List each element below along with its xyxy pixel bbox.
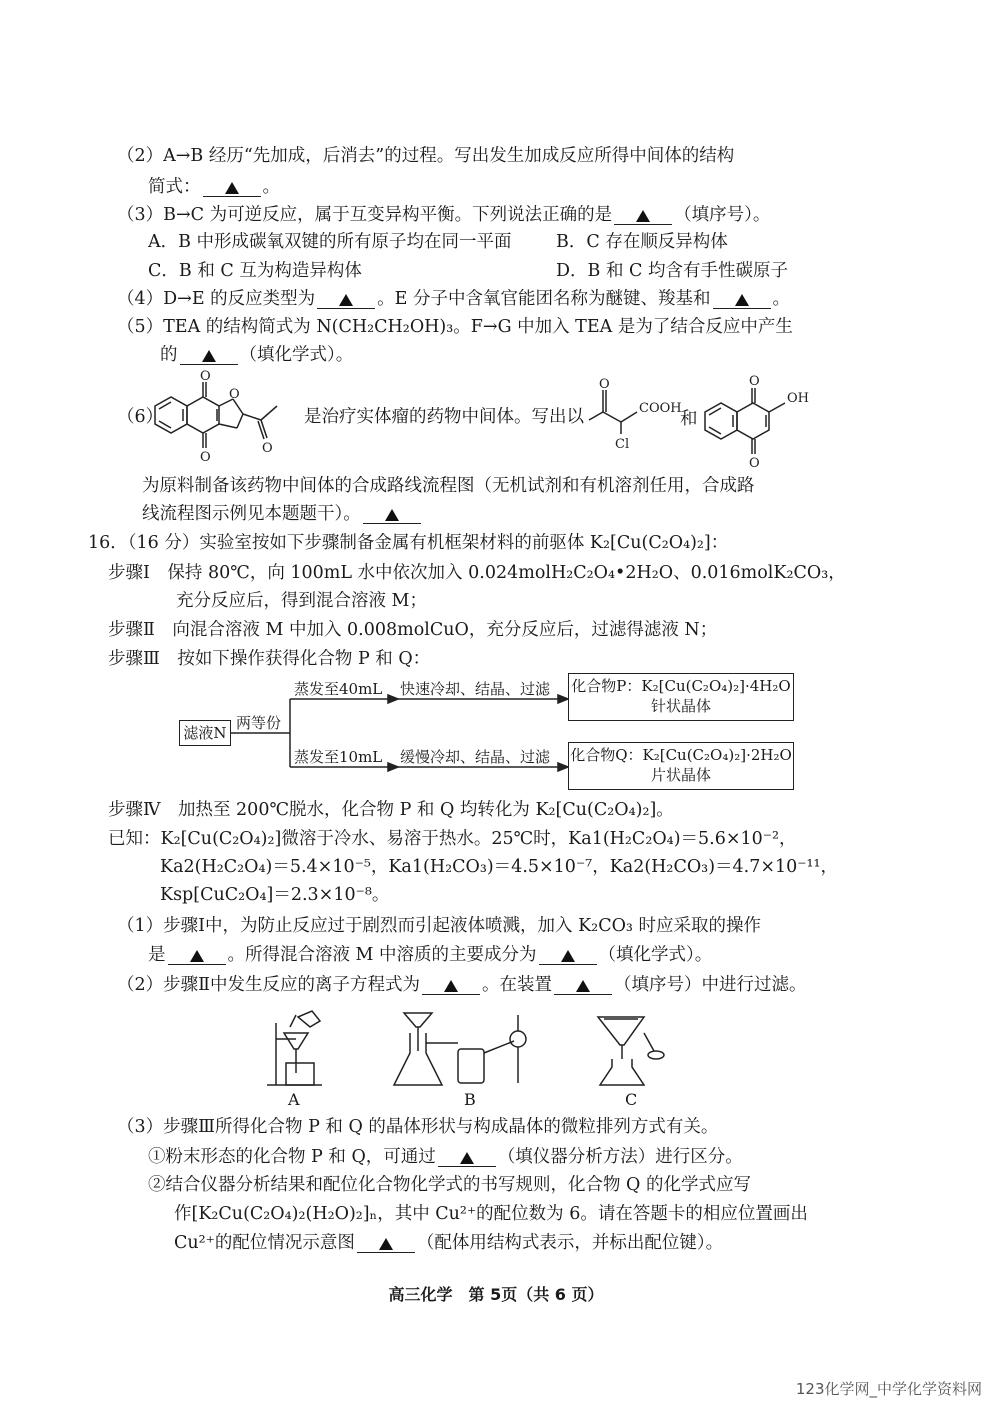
compound-q-formula: 化合物Q：K₂[Cu(C₂O₄)₂]·2H₂O (570, 746, 792, 764)
compound-p-shape: 针状晶体 (650, 697, 711, 715)
triangle-icon (576, 980, 590, 992)
compound-p-box (568, 673, 794, 721)
oxygen-label: O (749, 374, 760, 389)
triangle-icon (444, 980, 458, 992)
sub3-2-line3: Cu²⁺的配位情况示意图 （配体用结构式表示，并标出配位键）。 (174, 1233, 724, 1253)
answer-blank[interactable] (713, 290, 771, 309)
answer-blank[interactable] (554, 976, 612, 995)
triangle-icon (379, 1238, 393, 1250)
oxygen-label: O (749, 456, 760, 470)
answer-blank[interactable] (614, 206, 672, 225)
answer-blank[interactable] (203, 178, 261, 197)
q6-number: （6） (117, 407, 164, 427)
answer-blank[interactable] (168, 946, 226, 965)
q5-line1: （5）TEA 的结构简式为 N(CH₂CH₂OH)₃。F→G 中加入 TEA 是为了结合反应中产生 (117, 317, 793, 337)
q3-option-c: C．B 和 C 互为构造异构体 (148, 261, 362, 281)
q6-and: 和 (680, 409, 698, 429)
drug-intermediate-structure (145, 368, 305, 468)
known-line1: 已知：K₂[Cu(C₂O₄)₂]微溶于冷水、易溶于热水。25℃时，Ka1(H₂C₂O₄)＝5.6×10⁻²， (108, 829, 797, 849)
triangle-icon (385, 509, 399, 521)
step2-line: 步骤Ⅱ 向混合溶液 M 中加入 0.008molCuO，充分反应后，过滤得滤液 N； (108, 620, 718, 640)
answer-blank[interactable] (422, 976, 480, 995)
triangle-icon (636, 210, 650, 222)
filtration-apparatus-drawings (262, 1003, 682, 1103)
step1-line1: 步骤Ⅰ 保持 80℃，向 100mL 水中依次加入 0.024molH₂C₂O₄•2H₂O、0.016molK₂CO₃， (108, 563, 846, 583)
q6-line3: 线流程图示例见本题题干）。 (142, 503, 423, 525)
oxygen-label: O (200, 369, 211, 384)
answer-blank[interactable] (180, 346, 238, 365)
oxygen-label: O (599, 377, 610, 392)
oxygen-label: O (262, 441, 273, 456)
watermark: 123化学网_中学化学资料网 (795, 1380, 982, 1398)
oxygen-label: O (200, 450, 211, 465)
sub1-line2: 是 。所得混合溶液 M 中溶质的主要成分为 （填化学式）。 (148, 945, 713, 965)
page-footer: 高三化学 第 5页（共 6 页） (388, 1285, 604, 1304)
known-line3: Ksp[CuC₂O₄]＝2.3×10⁻⁸。 (160, 885, 390, 905)
sub2-line: （2）步骤Ⅱ中发生反应的离子方程式为 。在装置 （填序号）中进行过滤。 (117, 975, 807, 995)
triangle-icon (190, 950, 204, 962)
sub3-1-line: ①粉末形态的化合物 P 和 Q，可通过 （填仪器分析方法）进行区分。 (148, 1147, 743, 1167)
q16-title: 16．（16 分）实验室按如下步骤制备金属有机框架材料的前驱体 K₂[Cu(C₂O₄)₂]： (88, 533, 729, 553)
step4-line: 步骤Ⅳ 加热至 200℃脱水，化合物 P 和 Q 均转化为 K₂[Cu(C₂O₄)₂]。 (108, 800, 674, 820)
compound-p-formula: 化合物P：K₂[Cu(C₂O₄)₂]·4H₂O (571, 677, 791, 695)
fast-cool-label: 快速冷却、结晶、过滤 (400, 680, 551, 698)
q6-line2: 为原料制备该药物中间体的合成路线流程图（无机试剂和有机溶剂任用，合成路 (142, 476, 755, 496)
slow-cool-label: 缓慢冷却、结晶、过滤 (400, 748, 551, 766)
answer-blank[interactable] (363, 505, 421, 524)
filtrate-n-box: 滤液N (179, 720, 231, 746)
triangle-icon (225, 182, 239, 194)
oxygen-label: O (229, 387, 240, 402)
cooh-label: COOH (639, 401, 682, 416)
step1-line2: 充分反应后，得到混合溶液 M； (176, 591, 427, 611)
sub3-2-line1: ②结合仪器分析结果和配位化合物化学式的书写规则，化合物 Q 的化学式应写 (148, 1175, 751, 1195)
sub1-line1: （1）步骤Ⅰ中，为防止反应过于剧烈而引起液体喷溅，加入 K₂CO₃ 时应采取的操作 (117, 916, 762, 936)
q6-mid-text: 是治疗实体瘤的药物中间体。写出以 (304, 407, 584, 427)
answer-blank[interactable] (317, 290, 375, 309)
step3-line: 步骤Ⅲ 按如下操作获得化合物 P 和 Q： (108, 649, 431, 669)
chlorine-label: Cl (615, 437, 630, 452)
q4-line: （4）D→E 的反应类型为 。E 分子中含氧官能团名称为醚键、羧基和 。 (117, 289, 791, 309)
evap-10-label: 蒸发至10mL (294, 748, 383, 766)
q5-line2: 的 （填化学式）。 (160, 345, 354, 365)
known-line2: Ka2(H₂C₂O₄)＝5.4×10⁻⁵，Ka1(H₂CO₃)＝4.5×10⁻⁷，Ka2(H₂CO₃)＝4.7×10⁻¹¹， (160, 857, 839, 877)
q3-option-d: D．B 和 C 均含有手性碳原子 (556, 261, 788, 281)
compound-q-shape: 片状晶体 (650, 766, 711, 784)
apparatus-c-label: C (625, 1090, 638, 1109)
compound-q-box (568, 742, 794, 790)
answer-blank[interactable] (539, 946, 597, 965)
triangle-icon (561, 950, 575, 962)
q3-line1: （3）B→C 为可逆反应，属于互变异构平衡。下列说法正确的是 （填序号）。 (117, 205, 771, 225)
apparatus-b-label: B (464, 1090, 476, 1109)
hydroxyl-label: OH (787, 391, 809, 406)
split-label: 两等份 (236, 714, 282, 732)
q2-line1: （2）A→B 经历“先加成，后消去”的过程。写出发生加成反应所得中间体的结构 (117, 146, 735, 166)
answer-blank[interactable] (438, 1148, 496, 1167)
hydroxy-naphthoquinone-structure (697, 372, 817, 470)
triangle-icon (339, 294, 353, 306)
chloro-keto-acid-structure (585, 376, 685, 456)
triangle-icon (460, 1152, 474, 1164)
evap-40-label: 蒸发至40mL (294, 680, 383, 698)
q2-line2: 简式： 。 (148, 177, 280, 197)
q3-option-b: B．C 存在顺反异构体 (556, 232, 728, 252)
apparatus-a-label: A (288, 1090, 300, 1109)
sub3-2-line2: 作[K₂Cu(C₂O₄)₂(H₂O)₂]ₙ，其中 Cu²⁺的配位数为 6。请在答题卡的相应位置画出 (174, 1204, 808, 1224)
q3-option-a: A．B 中形成碳氧双键的所有原子均在同一平面 (148, 232, 512, 252)
triangle-icon (202, 350, 216, 362)
answer-blank[interactable] (357, 1234, 415, 1253)
triangle-icon (735, 294, 749, 306)
sub3-line: （3）步骤Ⅲ所得化合物 P 和 Q 的晶体形状与构成晶体的微粒排列方式有关。 (117, 1117, 719, 1137)
